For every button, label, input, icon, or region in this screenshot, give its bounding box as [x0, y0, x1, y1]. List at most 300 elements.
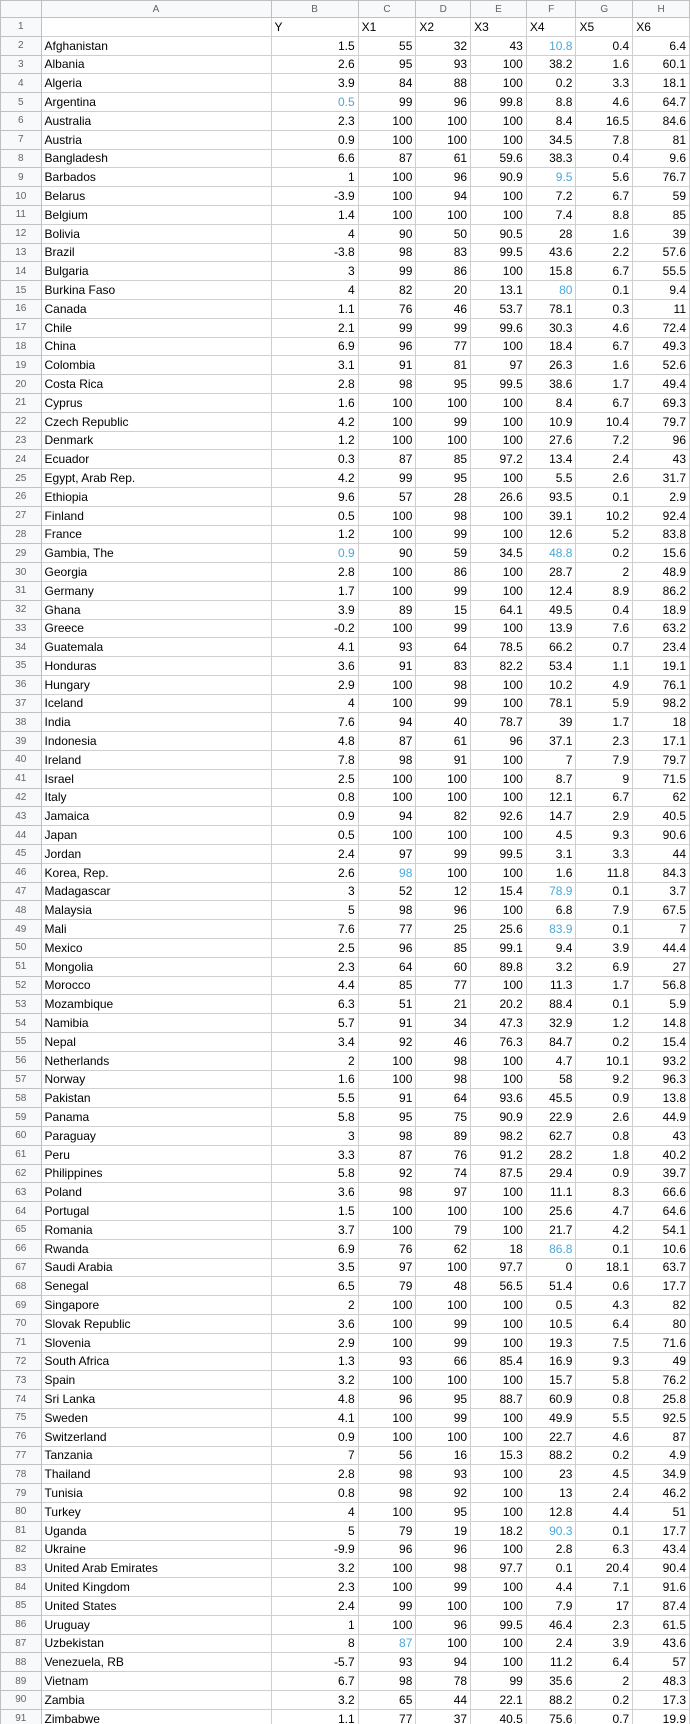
cell-x1[interactable]: 100 — [358, 393, 416, 412]
cell-x2[interactable]: 25 — [416, 920, 471, 939]
cell-x4[interactable]: 78.9 — [526, 882, 576, 901]
cell-x4[interactable]: 7.2 — [526, 187, 576, 206]
cell-x1[interactable]: 100 — [358, 675, 416, 694]
cell-x1[interactable]: 92 — [358, 1033, 416, 1052]
cell-x5[interactable]: 0.4 — [576, 149, 633, 168]
row-number[interactable]: 58 — [1, 1089, 42, 1108]
cell-x4[interactable]: 22.7 — [526, 1427, 576, 1446]
cell-y[interactable]: 9.6 — [271, 487, 358, 506]
cell-y[interactable]: 2.6 — [271, 863, 358, 882]
cell-x6[interactable]: 69.3 — [633, 393, 690, 412]
cell-x5[interactable]: 7.6 — [576, 619, 633, 638]
cell-x4[interactable]: 1.6 — [526, 863, 576, 882]
cell-x4[interactable]: 88.4 — [526, 995, 576, 1014]
cell-x3[interactable]: 100 — [471, 1221, 527, 1240]
cell-x1[interactable]: 87 — [358, 1145, 416, 1164]
row-number[interactable]: 87 — [1, 1634, 42, 1653]
cell-x3[interactable]: 78.7 — [471, 713, 527, 732]
cell-x6[interactable]: 96.3 — [633, 1070, 690, 1089]
cell-x4[interactable]: 11.2 — [526, 1653, 576, 1672]
cell-country[interactable]: Ukraine — [41, 1540, 271, 1559]
cell-y[interactable]: 1.6 — [271, 393, 358, 412]
cell-y[interactable]: 2.1 — [271, 318, 358, 337]
cell-y[interactable]: 7.6 — [271, 920, 358, 939]
cell-y[interactable]: 2.6 — [271, 55, 358, 74]
cell-x1[interactable]: 91 — [358, 657, 416, 676]
cell-x6[interactable]: 25.8 — [633, 1390, 690, 1409]
cell-x5[interactable]: 10.1 — [576, 1051, 633, 1070]
cell-x5[interactable]: 2.3 — [576, 1615, 633, 1634]
row-number[interactable]: 31 — [1, 581, 42, 600]
cell-x1[interactable]: 87 — [358, 149, 416, 168]
cell-y[interactable]: 1.5 — [271, 36, 358, 55]
cell-x2[interactable]: 96 — [416, 901, 471, 920]
cell-x1[interactable]: 99 — [358, 318, 416, 337]
cell-country[interactable]: United Kingdom — [41, 1578, 271, 1597]
cell-country[interactable]: Switzerland — [41, 1427, 271, 1446]
column-header-e[interactable]: E — [471, 1, 527, 18]
row-number[interactable]: 4 — [1, 74, 42, 93]
cell-x5[interactable]: 10.2 — [576, 506, 633, 525]
cell-x3[interactable]: 100 — [471, 205, 527, 224]
cell-x6[interactable]: 23.4 — [633, 638, 690, 657]
cell-y[interactable]: 1.2 — [271, 431, 358, 450]
cell-x5[interactable]: 8.3 — [576, 1183, 633, 1202]
row-number[interactable]: 2 — [1, 36, 42, 55]
cell-x4[interactable]: 7.4 — [526, 205, 576, 224]
cell-x2[interactable]: 99 — [416, 619, 471, 638]
cell-x1[interactable]: 100 — [358, 205, 416, 224]
cell-x5[interactable]: 6.7 — [576, 187, 633, 206]
cell-x2[interactable]: 46 — [416, 299, 471, 318]
cell-country[interactable]: Jordan — [41, 845, 271, 864]
cell-x6[interactable]: 9.4 — [633, 281, 690, 300]
cell-x5[interactable]: 6.7 — [576, 337, 633, 356]
cell-country[interactable]: Romania — [41, 1221, 271, 1240]
cell-x4[interactable]: 46.4 — [526, 1615, 576, 1634]
cell-x6[interactable]: 84.6 — [633, 111, 690, 130]
cell-x5[interactable]: 1.6 — [576, 224, 633, 243]
cell-country[interactable]: Barbados — [41, 168, 271, 187]
cell-x2[interactable]: 100 — [416, 130, 471, 149]
row-number[interactable]: 78 — [1, 1465, 42, 1484]
cell-x1[interactable]: 100 — [358, 1408, 416, 1427]
cell-country[interactable]: Belgium — [41, 205, 271, 224]
cell-x4[interactable]: 12.1 — [526, 788, 576, 807]
cell-x6[interactable]: 39.7 — [633, 1164, 690, 1183]
cell-country[interactable]: Israel — [41, 769, 271, 788]
cell-country[interactable]: Mexico — [41, 939, 271, 958]
cell-x4[interactable]: 51.4 — [526, 1277, 576, 1296]
cell-x2[interactable]: 94 — [416, 1653, 471, 1672]
cell-x1[interactable]: 99 — [358, 1596, 416, 1615]
cell-x1[interactable]: 100 — [358, 525, 416, 544]
cell-country[interactable]: Mongolia — [41, 957, 271, 976]
cell-x5[interactable]: 5.2 — [576, 525, 633, 544]
cell-x6[interactable]: 17.7 — [633, 1277, 690, 1296]
cell-x4[interactable]: 13.4 — [526, 450, 576, 469]
cell-x2[interactable]: 85 — [416, 450, 471, 469]
cell-y[interactable]: 5 — [271, 1521, 358, 1540]
row-number[interactable]: 76 — [1, 1427, 42, 1446]
cell-x6[interactable]: 46.2 — [633, 1484, 690, 1503]
cell-x3[interactable]: 15.4 — [471, 882, 527, 901]
cell-country[interactable]: Belarus — [41, 187, 271, 206]
cell-y[interactable]: 2.8 — [271, 1465, 358, 1484]
cell-y[interactable]: 0.9 — [271, 544, 358, 563]
cell-x4[interactable]: 38.3 — [526, 149, 576, 168]
header-cell-country[interactable] — [41, 18, 271, 37]
cell-y[interactable]: 3 — [271, 262, 358, 281]
cell-x6[interactable]: 80 — [633, 1314, 690, 1333]
cell-x6[interactable]: 81 — [633, 130, 690, 149]
cell-x2[interactable]: 16 — [416, 1446, 471, 1465]
row-number[interactable]: 59 — [1, 1108, 42, 1127]
cell-country[interactable]: Burkina Faso — [41, 281, 271, 300]
cell-x4[interactable]: 5.5 — [526, 469, 576, 488]
row-number[interactable]: 83 — [1, 1559, 42, 1578]
cell-x1[interactable]: 98 — [358, 375, 416, 394]
cell-x2[interactable]: 77 — [416, 976, 471, 995]
cell-country[interactable]: Sri Lanka — [41, 1390, 271, 1409]
cell-x2[interactable]: 77 — [416, 337, 471, 356]
cell-y[interactable]: 4 — [271, 281, 358, 300]
row-number[interactable]: 41 — [1, 769, 42, 788]
row-number[interactable]: 3 — [1, 55, 42, 74]
row-number[interactable]: 7 — [1, 130, 42, 149]
cell-x3[interactable]: 100 — [471, 393, 527, 412]
cell-x1[interactable]: 100 — [358, 506, 416, 525]
select-all-corner[interactable] — [1, 1, 42, 18]
cell-x6[interactable]: 64.6 — [633, 1202, 690, 1221]
cell-x3[interactable]: 100 — [471, 262, 527, 281]
cell-x1[interactable]: 98 — [358, 243, 416, 262]
cell-x2[interactable]: 98 — [416, 1559, 471, 1578]
cell-x3[interactable]: 100 — [471, 1371, 527, 1390]
cell-x6[interactable]: 67.5 — [633, 901, 690, 920]
row-number[interactable]: 55 — [1, 1033, 42, 1052]
cell-country[interactable]: United Arab Emirates — [41, 1559, 271, 1578]
cell-x3[interactable]: 99 — [471, 1672, 527, 1691]
cell-x6[interactable]: 90.6 — [633, 826, 690, 845]
cell-country[interactable]: Spain — [41, 1371, 271, 1390]
cell-x1[interactable]: 55 — [358, 36, 416, 55]
cell-x4[interactable]: 83.9 — [526, 920, 576, 939]
cell-x2[interactable]: 95 — [416, 1390, 471, 1409]
cell-country[interactable]: Nepal — [41, 1033, 271, 1052]
cell-x6[interactable]: 90.4 — [633, 1559, 690, 1578]
cell-x6[interactable]: 7 — [633, 920, 690, 939]
row-number[interactable]: 77 — [1, 1446, 42, 1465]
cell-x2[interactable]: 61 — [416, 732, 471, 751]
cell-x3[interactable]: 78.5 — [471, 638, 527, 657]
cell-x4[interactable]: 75.6 — [526, 1709, 576, 1724]
cell-x2[interactable]: 100 — [416, 769, 471, 788]
cell-x4[interactable]: 2.4 — [526, 1634, 576, 1653]
cell-x5[interactable]: 0.6 — [576, 1277, 633, 1296]
row-number[interactable]: 69 — [1, 1296, 42, 1315]
cell-x1[interactable]: 92 — [358, 1164, 416, 1183]
cell-y[interactable]: 1.6 — [271, 1070, 358, 1089]
cell-x1[interactable]: 100 — [358, 563, 416, 582]
cell-x6[interactable]: 87 — [633, 1427, 690, 1446]
cell-x5[interactable]: 0.4 — [576, 36, 633, 55]
cell-x6[interactable]: 13.8 — [633, 1089, 690, 1108]
cell-x2[interactable]: 50 — [416, 224, 471, 243]
cell-y[interactable]: 0.5 — [271, 93, 358, 112]
cell-x5[interactable]: 6.3 — [576, 1540, 633, 1559]
cell-x5[interactable]: 1.6 — [576, 356, 633, 375]
cell-x4[interactable]: 49.9 — [526, 1408, 576, 1427]
row-number[interactable]: 26 — [1, 487, 42, 506]
cell-y[interactable]: 4.2 — [271, 469, 358, 488]
cell-y[interactable]: 3.5 — [271, 1258, 358, 1277]
cell-x2[interactable]: 100 — [416, 1296, 471, 1315]
cell-country[interactable]: Thailand — [41, 1465, 271, 1484]
cell-x5[interactable]: 6.4 — [576, 1653, 633, 1672]
cell-x2[interactable]: 99 — [416, 1408, 471, 1427]
cell-x2[interactable]: 100 — [416, 1596, 471, 1615]
cell-x5[interactable]: 9.3 — [576, 826, 633, 845]
cell-x3[interactable]: 99.8 — [471, 93, 527, 112]
cell-country[interactable]: Tanzania — [41, 1446, 271, 1465]
cell-x3[interactable]: 87.5 — [471, 1164, 527, 1183]
cell-x6[interactable]: 6.4 — [633, 36, 690, 55]
cell-x1[interactable]: 52 — [358, 882, 416, 901]
cell-x1[interactable]: 100 — [358, 1051, 416, 1070]
cell-x4[interactable]: 28.2 — [526, 1145, 576, 1164]
cell-x3[interactable]: 82.2 — [471, 657, 527, 676]
cell-country[interactable]: France — [41, 525, 271, 544]
cell-x4[interactable]: 8.4 — [526, 111, 576, 130]
cell-y[interactable]: 2.4 — [271, 1596, 358, 1615]
row-number[interactable]: 25 — [1, 469, 42, 488]
row-number[interactable]: 68 — [1, 1277, 42, 1296]
cell-x3[interactable]: 97.7 — [471, 1258, 527, 1277]
cell-country[interactable]: Peru — [41, 1145, 271, 1164]
cell-x3[interactable]: 97.2 — [471, 450, 527, 469]
cell-x2[interactable]: 86 — [416, 563, 471, 582]
cell-x6[interactable]: 14.8 — [633, 1014, 690, 1033]
row-number[interactable]: 6 — [1, 111, 42, 130]
cell-x2[interactable]: 21 — [416, 995, 471, 1014]
cell-x2[interactable]: 98 — [416, 1070, 471, 1089]
cell-x6[interactable]: 49.3 — [633, 337, 690, 356]
cell-x1[interactable]: 93 — [358, 1653, 416, 1672]
cell-y[interactable]: 6.5 — [271, 1277, 358, 1296]
row-number[interactable]: 22 — [1, 412, 42, 431]
cell-y[interactable]: -0.2 — [271, 619, 358, 638]
row-number[interactable]: 16 — [1, 299, 42, 318]
cell-country[interactable]: Paraguay — [41, 1127, 271, 1146]
cell-y[interactable]: 2.3 — [271, 957, 358, 976]
cell-y[interactable]: 0.8 — [271, 788, 358, 807]
cell-x3[interactable]: 96 — [471, 732, 527, 751]
cell-x5[interactable]: 4.6 — [576, 1427, 633, 1446]
cell-x2[interactable]: 99 — [416, 412, 471, 431]
cell-x1[interactable]: 82 — [358, 281, 416, 300]
cell-y[interactable]: 3.2 — [271, 1690, 358, 1709]
cell-x4[interactable]: 37.1 — [526, 732, 576, 751]
cell-x6[interactable]: 40.5 — [633, 807, 690, 826]
cell-x4[interactable]: 84.7 — [526, 1033, 576, 1052]
cell-country[interactable]: Australia — [41, 111, 271, 130]
column-header-c[interactable]: C — [358, 1, 416, 18]
cell-x3[interactable]: 64.1 — [471, 600, 527, 619]
cell-x3[interactable]: 100 — [471, 581, 527, 600]
cell-x1[interactable]: 85 — [358, 976, 416, 995]
cell-x4[interactable]: 88.2 — [526, 1690, 576, 1709]
cell-x4[interactable]: 27.6 — [526, 431, 576, 450]
cell-country[interactable]: Uzbekistan — [41, 1634, 271, 1653]
cell-country[interactable]: Panama — [41, 1108, 271, 1127]
cell-y[interactable]: 5.5 — [271, 1089, 358, 1108]
cell-x4[interactable]: 19.3 — [526, 1333, 576, 1352]
cell-x4[interactable]: 86.8 — [526, 1239, 576, 1258]
row-number[interactable]: 50 — [1, 939, 42, 958]
cell-x5[interactable]: 2.6 — [576, 469, 633, 488]
cell-y[interactable]: 0.5 — [271, 506, 358, 525]
cell-x6[interactable]: 49.4 — [633, 375, 690, 394]
cell-country[interactable]: Finland — [41, 506, 271, 525]
cell-x6[interactable]: 43 — [633, 1127, 690, 1146]
cell-x3[interactable]: 100 — [471, 469, 527, 488]
cell-y[interactable]: 3.6 — [271, 657, 358, 676]
cell-x6[interactable]: 5.9 — [633, 995, 690, 1014]
cell-x4[interactable]: 25.6 — [526, 1202, 576, 1221]
cell-x4[interactable]: 7 — [526, 751, 576, 770]
cell-x2[interactable]: 99 — [416, 1333, 471, 1352]
cell-x5[interactable]: 0.1 — [576, 995, 633, 1014]
cell-y[interactable]: 1.3 — [271, 1352, 358, 1371]
cell-x1[interactable]: 94 — [358, 807, 416, 826]
cell-x5[interactable]: 5.6 — [576, 168, 633, 187]
cell-x2[interactable]: 64 — [416, 1089, 471, 1108]
cell-x1[interactable]: 100 — [358, 1314, 416, 1333]
cell-x6[interactable]: 56.8 — [633, 976, 690, 995]
cell-y[interactable]: 1 — [271, 1615, 358, 1634]
cell-x6[interactable]: 2.9 — [633, 487, 690, 506]
cell-y[interactable]: 5.8 — [271, 1164, 358, 1183]
cell-x5[interactable]: 2 — [576, 563, 633, 582]
cell-country[interactable]: Colombia — [41, 356, 271, 375]
cell-x3[interactable]: 100 — [471, 863, 527, 882]
cell-x2[interactable]: 37 — [416, 1709, 471, 1724]
cell-x4[interactable]: 0.1 — [526, 1559, 576, 1578]
cell-x2[interactable]: 83 — [416, 657, 471, 676]
cell-x2[interactable]: 100 — [416, 826, 471, 845]
cell-y[interactable]: 6.6 — [271, 149, 358, 168]
column-header-a[interactable]: A — [41, 1, 271, 18]
cell-x2[interactable]: 34 — [416, 1014, 471, 1033]
cell-x2[interactable]: 40 — [416, 713, 471, 732]
cell-x5[interactable]: 4.4 — [576, 1502, 633, 1521]
cell-x1[interactable]: 94 — [358, 713, 416, 732]
cell-x6[interactable]: 19.9 — [633, 1709, 690, 1724]
row-number[interactable]: 44 — [1, 826, 42, 845]
cell-country[interactable]: Bolivia — [41, 224, 271, 243]
cell-x4[interactable]: 10.2 — [526, 675, 576, 694]
cell-x1[interactable]: 100 — [358, 1070, 416, 1089]
header-cell-x5[interactable]: X5 — [576, 18, 633, 37]
cell-x3[interactable]: 40.5 — [471, 1709, 527, 1724]
cell-x4[interactable]: 35.6 — [526, 1672, 576, 1691]
cell-x6[interactable]: 44.9 — [633, 1108, 690, 1127]
cell-country[interactable]: Honduras — [41, 657, 271, 676]
cell-y[interactable]: -9.9 — [271, 1540, 358, 1559]
cell-x4[interactable]: 60.9 — [526, 1390, 576, 1409]
cell-x2[interactable]: 76 — [416, 1145, 471, 1164]
cell-x4[interactable]: 11.1 — [526, 1183, 576, 1202]
cell-x5[interactable]: 0.8 — [576, 1390, 633, 1409]
cell-x5[interactable]: 9.2 — [576, 1070, 633, 1089]
cell-country[interactable]: Austria — [41, 130, 271, 149]
cell-x1[interactable]: 51 — [358, 995, 416, 1014]
cell-x2[interactable]: 99 — [416, 525, 471, 544]
cell-x6[interactable]: 92.4 — [633, 506, 690, 525]
cell-x3[interactable]: 53.7 — [471, 299, 527, 318]
cell-x3[interactable]: 88.7 — [471, 1390, 527, 1409]
cell-x5[interactable]: 0.8 — [576, 1127, 633, 1146]
cell-y[interactable]: 3 — [271, 882, 358, 901]
cell-x3[interactable]: 99.1 — [471, 939, 527, 958]
cell-x2[interactable]: 85 — [416, 939, 471, 958]
cell-x5[interactable]: 3.9 — [576, 1634, 633, 1653]
cell-x6[interactable]: 18 — [633, 713, 690, 732]
cell-x2[interactable]: 93 — [416, 1465, 471, 1484]
cell-x3[interactable]: 100 — [471, 769, 527, 788]
cell-x2[interactable]: 99 — [416, 1578, 471, 1597]
cell-x3[interactable]: 100 — [471, 412, 527, 431]
cell-country[interactable]: China — [41, 337, 271, 356]
cell-x4[interactable]: 28.7 — [526, 563, 576, 582]
cell-x3[interactable]: 100 — [471, 788, 527, 807]
row-number[interactable]: 81 — [1, 1521, 42, 1540]
cell-x1[interactable]: 99 — [358, 93, 416, 112]
cell-country[interactable]: Afghanistan — [41, 36, 271, 55]
cell-x3[interactable]: 43 — [471, 36, 527, 55]
cell-x5[interactable]: 0.3 — [576, 299, 633, 318]
cell-y[interactable]: 5.7 — [271, 1014, 358, 1033]
cell-x4[interactable]: 26.3 — [526, 356, 576, 375]
cell-country[interactable]: Egypt, Arab Rep. — [41, 469, 271, 488]
cell-x1[interactable]: 100 — [358, 1371, 416, 1390]
row-number[interactable]: 72 — [1, 1352, 42, 1371]
cell-country[interactable]: Philippines — [41, 1164, 271, 1183]
cell-y[interactable]: 2.3 — [271, 1578, 358, 1597]
cell-x1[interactable]: 97 — [358, 845, 416, 864]
header-cell-x1[interactable]: X1 — [358, 18, 416, 37]
row-number[interactable]: 75 — [1, 1408, 42, 1427]
cell-x1[interactable]: 93 — [358, 1352, 416, 1371]
cell-x4[interactable]: 10.8 — [526, 36, 576, 55]
cell-x4[interactable]: 66.2 — [526, 638, 576, 657]
cell-x5[interactable]: 4.7 — [576, 1202, 633, 1221]
cell-x4[interactable]: 7.9 — [526, 1596, 576, 1615]
cell-x6[interactable]: 34.9 — [633, 1465, 690, 1484]
cell-country[interactable]: Senegal — [41, 1277, 271, 1296]
cell-x2[interactable]: 100 — [416, 1634, 471, 1653]
cell-country[interactable]: Ethiopia — [41, 487, 271, 506]
cell-x2[interactable]: 82 — [416, 807, 471, 826]
cell-x4[interactable]: 88.2 — [526, 1446, 576, 1465]
cell-x3[interactable]: 26.6 — [471, 487, 527, 506]
cell-x6[interactable]: 43 — [633, 450, 690, 469]
row-number[interactable]: 40 — [1, 751, 42, 770]
cell-x3[interactable]: 100 — [471, 1427, 527, 1446]
cell-x6[interactable]: 27 — [633, 957, 690, 976]
cell-y[interactable]: 3.7 — [271, 1221, 358, 1240]
